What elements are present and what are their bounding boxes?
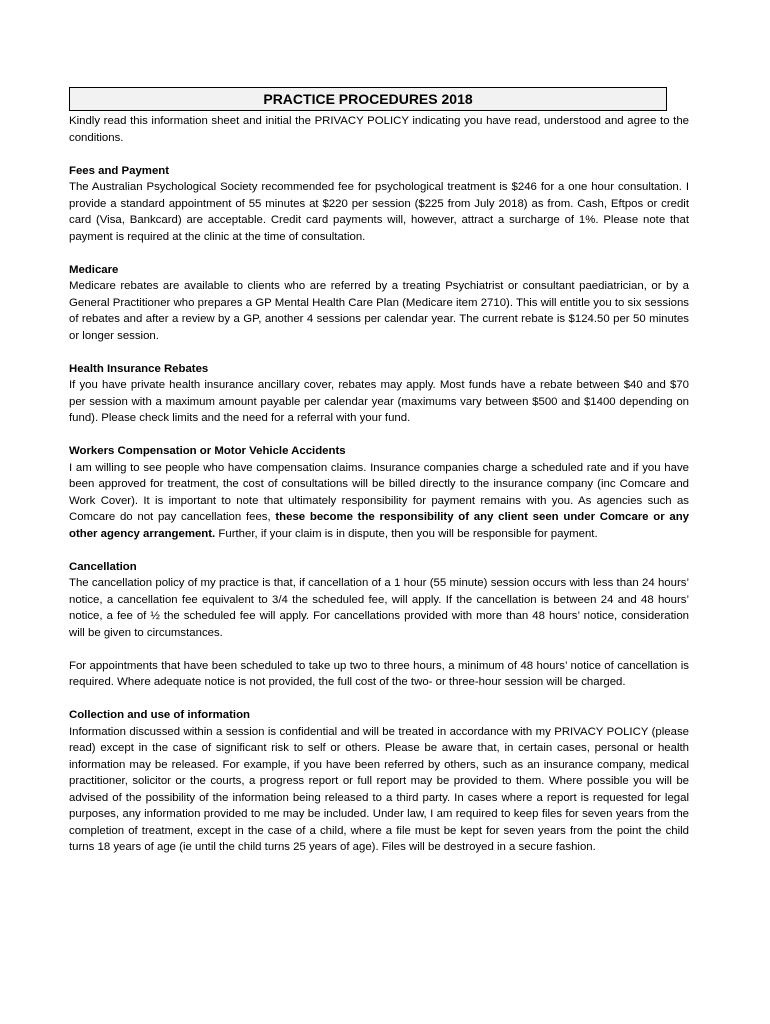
workers-comp-body-bold: these become the responsibility of any client seen under Comcare or any other agency arrangement. bbox=[69, 511, 689, 540]
workers-comp-body-start: I am willing to see people who have compensation claims. Insurance companies charge a scheduled rate and if you have been approved for treatment, the cost of consultations will be billed directly to the insurance company (inc Comcare and Work Cover). It is important to note that ultimately responsibility for payment remains with you. As agencies such as Comcare do not pay cancellation fees, bbox=[69, 461, 689, 523]
collection-body: Information discussed within a session is confidential and will be treated in accordance with my PRIVACY POLICY (please read) except in the case of significant risk to self or others. Please be aware that, in certain cases, personal or health information may be released. For example, if you have been referred by others, such as an insurance company, medical practitioner, solicitor or the courts, a progress report or full report may be provided to them. Where possible you will be advised of the possibility of the information being released to a third party. In cases where a report is requested for legal purposes, any information provided to me may be included. Under law, I am required to keep files for seven years from the completion of treatment, except in the case of a child, where a file must be kept for seven years from the point the child turns 18 years of age (ie until the child turns 25 years of age). Files will be destroyed in a secure fashion. bbox=[69, 725, 689, 853]
cancellation-heading: Cancellation bbox=[69, 560, 137, 573]
medicare-body: Medicare rebates are available to clients who are referred by a treating Psychiatrist or consultant paediatrician, or by a General Practitioner who prepares a GP Mental Health Care Plan (Medicare item 2710). This will entitle you to six sessions of rebates and after a review by a GP, another 4 sessions per calendar year. The current rebate is $124.50 per 50 minutes or longer session. bbox=[69, 280, 689, 342]
workers-comp-body bbox=[69, 460, 689, 543]
cancellation-body-2: For appointments that have been scheduled to take up two to three hours, a minimum of 48 hours’ notice of cancellation is required. Where adequate notice is not provided, the full cost of the two- or three-hour session will be charged. bbox=[69, 659, 689, 688]
workers-comp-body-end: Further, if your claim is in dispute, then you will be responsible for payment. bbox=[215, 527, 598, 540]
page-title: PRACTICE PROCEDURES 2018 bbox=[69, 87, 667, 111]
medicare-heading: Medicare bbox=[69, 263, 119, 276]
health-insurance-heading: Health Insurance Rebates bbox=[69, 362, 209, 375]
document-page bbox=[69, 87, 689, 856]
cancellation-body-1: The cancellation policy of my practice is that, if cancellation of a 1 hour (55 minute) session occurs with less than 24 hours’ notice, a cancellation fee equivalent to 3/4 the scheduled fee, will apply. If the cancellation is between 24 and 48 hours’ notice, a fee of ½ the scheduled fee will apply. For cancellations provided with more than 48 hours’ notice, consideration will be given to circumstances. bbox=[69, 577, 689, 639]
fees-body: The Australian Psychological Society recommended fee for psychological treatment is $246 for a one hour consultation. I provide a standard appointment of 55 minutes at $220 per session ($225 from July 2018) as from. Cash, Eftpos or credit card (Visa, Bankcard) are acceptable. Credit card payments will, however, attract a surcharge of 1%. Please note that payment is required at the clinic at the time of consultation. bbox=[69, 181, 689, 243]
collection-heading: Collection and use of information bbox=[69, 709, 250, 721]
intro-text: Kindly read this information sheet and initial the PRIVACY POLICY indicating you have read, understood and agree to the conditions. bbox=[69, 115, 689, 144]
fees-heading: Fees and Payment bbox=[69, 164, 170, 177]
workers-comp-heading: Workers Compensation or Motor Vehicle Accidents bbox=[69, 445, 346, 457]
health-insurance-body: If you have private health insurance ancillary cover, rebates may apply. Most funds have a rebate between $40 and $70 per session with a maximum amount payable per calendar year (maximums vary between $500 and $1400 depending on fund). Please check limits and the need for a referral with your fund. bbox=[69, 379, 689, 424]
